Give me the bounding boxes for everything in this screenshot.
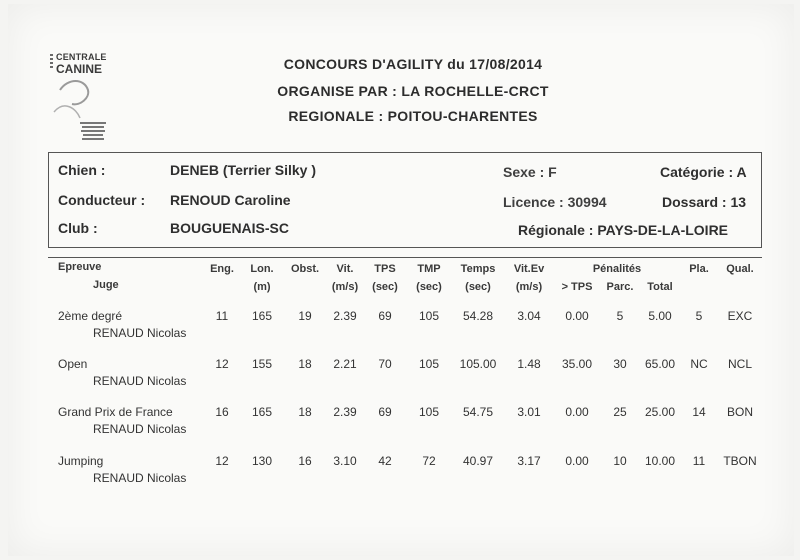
col-pen-parc: Parc. (606, 281, 634, 293)
col-qual: Qual. (726, 263, 754, 275)
cell-qual: EXC (727, 309, 753, 323)
cell-vitev: 1.48 (517, 357, 541, 371)
cell-pen-tps: 35.00 (561, 357, 593, 371)
cell-temps: 54.75 (462, 405, 494, 419)
cell-vitev: 3.01 (517, 405, 541, 419)
col-pen-total: Total (647, 281, 673, 293)
cell-vitev: 3.04 (517, 309, 541, 323)
cell-pen-tps: 0.00 (565, 454, 589, 468)
cell-vit: 2.39 (333, 309, 357, 323)
cell-tps: 70 (378, 357, 392, 371)
cell-pen-parc: 25 (613, 405, 627, 419)
cell-pen-total: 25.00 (644, 405, 676, 419)
cell-vit: 2.21 (333, 357, 357, 371)
col-penalites: Pénalités (592, 263, 642, 275)
cell-lon: 130 (251, 454, 273, 468)
regional-line: REGIONALE : POITOU-CHARENTES (288, 108, 538, 124)
cell-epreuve: Grand Prix de France (58, 405, 173, 419)
cell-obst: 18 (298, 357, 312, 371)
col-epreuve: Epreuve (58, 261, 102, 273)
cell-vit: 3.10 (333, 454, 357, 468)
chien-value: DENEB (Terrier Silky ) (170, 162, 317, 178)
cell-pla: 5 (695, 309, 703, 323)
col-vitev: Vit.Ev (513, 263, 545, 275)
cell-tps: 69 (378, 405, 392, 419)
cell-qual: TBON (723, 454, 757, 468)
cell-tmp: 105 (418, 357, 440, 371)
event-title: CONCOURS D'AGILITY du 17/08/2014 (283, 56, 543, 72)
col-tmp-unit: (sec) (416, 281, 442, 293)
cell-lon: 165 (251, 405, 273, 419)
cell-pen-parc: 10 (613, 454, 627, 468)
conducteur-label: Conducteur : (58, 192, 146, 208)
cell-epreuve: Open (58, 357, 88, 371)
cell-eng: 12 (215, 357, 229, 371)
col-eng: Eng. (210, 263, 234, 275)
cell-pen-parc: 5 (616, 309, 624, 323)
cell-lon: 155 (251, 357, 273, 371)
conducteur-value: RENOUD Caroline (170, 192, 291, 208)
cell-pla: 11 (692, 454, 706, 468)
cell-epreuve: 2ème degré (58, 309, 123, 323)
cell-tps: 69 (378, 309, 392, 323)
col-pen-tps: > TPS (561, 281, 593, 293)
cell-vit: 2.39 (333, 405, 357, 419)
col-tmp: TMP (417, 263, 441, 275)
cell-eng: 12 (215, 454, 229, 468)
cell-juge: RENAUD Nicolas (93, 471, 187, 485)
cell-pla: NC (690, 357, 708, 371)
cell-juge: RENAUD Nicolas (93, 326, 187, 340)
col-tps: TPS (374, 263, 396, 275)
cell-obst: 16 (298, 454, 312, 468)
col-lon: Lon. (250, 263, 274, 275)
col-temps: Temps (460, 263, 496, 275)
col-lon-unit: (m) (253, 281, 271, 293)
col-obst: Obst. (290, 263, 320, 275)
cell-eng: 11 (215, 309, 229, 323)
col-vit: Vit. (336, 263, 354, 275)
cell-eng: 16 (215, 405, 229, 419)
cell-tps: 42 (378, 454, 392, 468)
cell-pla: 14 (692, 405, 706, 419)
cell-epreuve: Jumping (58, 454, 104, 468)
cell-obst: 19 (298, 309, 312, 323)
sexe-field: Sexe : F (503, 164, 557, 180)
cell-juge: RENAUD Nicolas (93, 374, 187, 388)
cell-pen-total: 10.00 (644, 454, 676, 468)
dossard-field: Dossard : 13 (662, 194, 747, 210)
categorie-field: Catégorie : A (660, 164, 747, 180)
logo-text-line2: CANINE (56, 62, 103, 76)
table-top-rule (48, 257, 762, 258)
cell-pen-total: 65.00 (644, 357, 676, 371)
cell-lon: 165 (251, 309, 273, 323)
cell-pen-tps: 0.00 (565, 309, 589, 323)
logo-text-line1: CENTRALE (56, 52, 107, 62)
cell-pen-tps: 0.00 (565, 405, 589, 419)
club-label: Club : (58, 220, 98, 236)
col-temps-unit: (sec) (465, 281, 491, 293)
col-juge: Juge (93, 279, 119, 291)
chien-label: Chien : (58, 162, 106, 178)
cell-temps: 105.00 (459, 357, 497, 371)
col-pla: Pla. (689, 263, 709, 275)
cell-pen-total: 5.00 (648, 309, 672, 323)
cell-qual: BON (726, 405, 753, 419)
col-vitev-unit: (m/s) (515, 281, 543, 293)
cell-pen-parc: 30 (613, 357, 627, 371)
cell-juge: RENAUD Nicolas (93, 422, 187, 436)
organizer-line: ORGANISE PAR : LA ROCHELLE-CRCT (277, 83, 549, 99)
cell-vitev: 3.17 (517, 454, 541, 468)
regionale-field: Régionale : PAYS-DE-LA-LOIRE (518, 222, 729, 238)
cell-qual: NCL (727, 357, 752, 371)
cell-tmp: 72 (422, 454, 436, 468)
col-tps-unit: (sec) (372, 281, 398, 293)
licence-field: Licence : 30994 (503, 194, 607, 210)
cell-temps: 54.28 (462, 309, 494, 323)
cell-tmp: 105 (418, 309, 440, 323)
cell-temps: 40.97 (462, 454, 494, 468)
cell-obst: 18 (298, 405, 312, 419)
col-vit-unit: (m/s) (331, 281, 359, 293)
cell-tmp: 105 (418, 405, 440, 419)
club-value: BOUGUENAIS-SC (170, 220, 290, 236)
